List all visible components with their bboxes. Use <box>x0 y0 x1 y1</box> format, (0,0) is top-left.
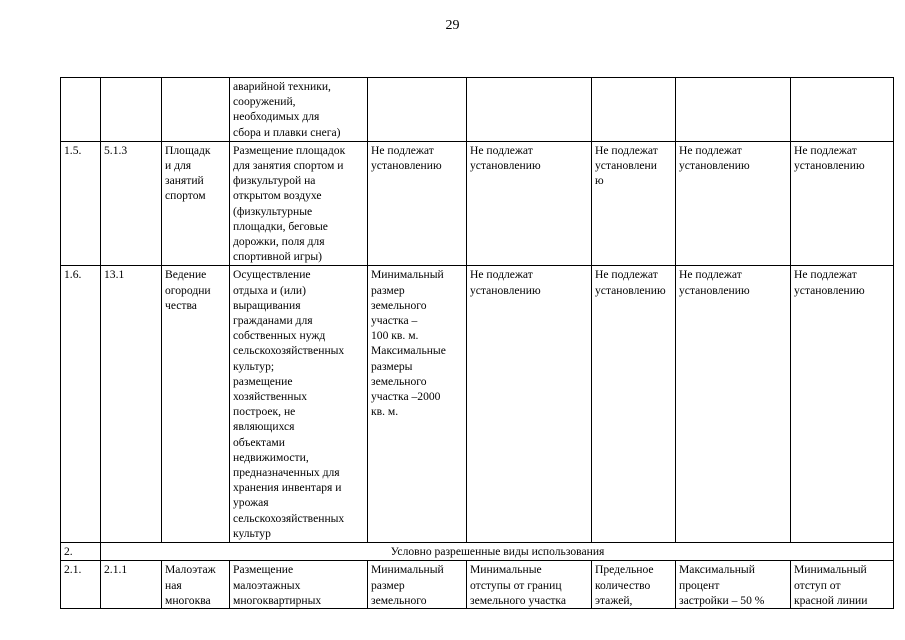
cell-floors <box>592 78 676 142</box>
cell-number: 1.5. <box>61 141 101 266</box>
cell-use-description: Осуществление отдыха и (или) выращивания гражданами для собственных нужд сельскохозяйственных культур; размещение хозяйственных построек, не являющихся объектами недвижимости, предназначенных для хранения инвентаря и урожая сельскохозяйственных культур <box>230 266 368 543</box>
cell-code: 13.1 <box>101 266 162 543</box>
cell-use-description: аварийной техники, сооружений, необходимых для сбора и плавки снега) <box>230 78 368 142</box>
cell-floors: Не подлежат установлени ю <box>592 141 676 266</box>
cell-code: 5.1.3 <box>101 141 162 266</box>
section-number: 2. <box>61 543 101 561</box>
cell-floors: Не подлежат установлению <box>592 266 676 543</box>
cell-plot-size: Не подлежат установлению <box>368 141 467 266</box>
cell-use-name <box>162 78 230 142</box>
cell-use-description: Размещение малоэтажных многоквартирных <box>230 561 368 609</box>
cell-coverage <box>676 78 791 142</box>
cell-code: 2.1.1 <box>101 561 162 609</box>
cell-coverage: Не подлежат установлению <box>676 141 791 266</box>
table-row <box>61 78 894 142</box>
cell-red-line <box>791 78 894 142</box>
cell-setbacks: Минимальные отступы от границ земельного участка <box>467 561 592 609</box>
cell-number: 1.6. <box>61 266 101 543</box>
page-number: 29 <box>445 18 460 33</box>
cell-use-name: Малоэтаж ная многоква <box>162 561 230 609</box>
cell-coverage: Не подлежат установлению <box>676 266 791 543</box>
table-row <box>61 561 894 609</box>
cell-plot-size <box>368 78 467 142</box>
cell-setbacks <box>467 78 592 142</box>
cell-floors: Предельное количество этажей, <box>592 561 676 609</box>
cell-plot-size: Минимальный размер земельного участка – 100 кв. м. Максимальные размеры земельного участка –2000 кв. м. <box>368 266 467 543</box>
cell-code <box>101 78 162 142</box>
section-header-row <box>61 543 894 561</box>
cell-number: 2.1. <box>61 561 101 609</box>
cell-setbacks: Не подлежат установлению <box>467 266 592 543</box>
regulation-table <box>60 77 894 609</box>
table-row <box>61 141 894 266</box>
cell-red-line: Минимальный отступ от красной линии <box>791 561 894 609</box>
table-row <box>61 266 894 543</box>
cell-setbacks: Не подлежат установлению <box>467 141 592 266</box>
cell-number <box>61 78 101 142</box>
cell-use-name: Ведение огородни чества <box>162 266 230 543</box>
cell-coverage: Максимальный процент застройки – 50 % <box>676 561 791 609</box>
cell-plot-size: Минимальный размер земельного <box>368 561 467 609</box>
cell-red-line: Не подлежат установлению <box>791 266 894 543</box>
cell-use-description: Размещение площадок для занятия спортом и физкультурой на открытом воздухе (физкультурные площадки, беговые дорожки, поля для спортивной игры) <box>230 141 368 266</box>
cell-use-name: Площадк и для занятий спортом <box>162 141 230 266</box>
cell-red-line: Не подлежат установлению <box>791 141 894 266</box>
section-title: Условно разрешенные виды использования <box>101 543 894 561</box>
